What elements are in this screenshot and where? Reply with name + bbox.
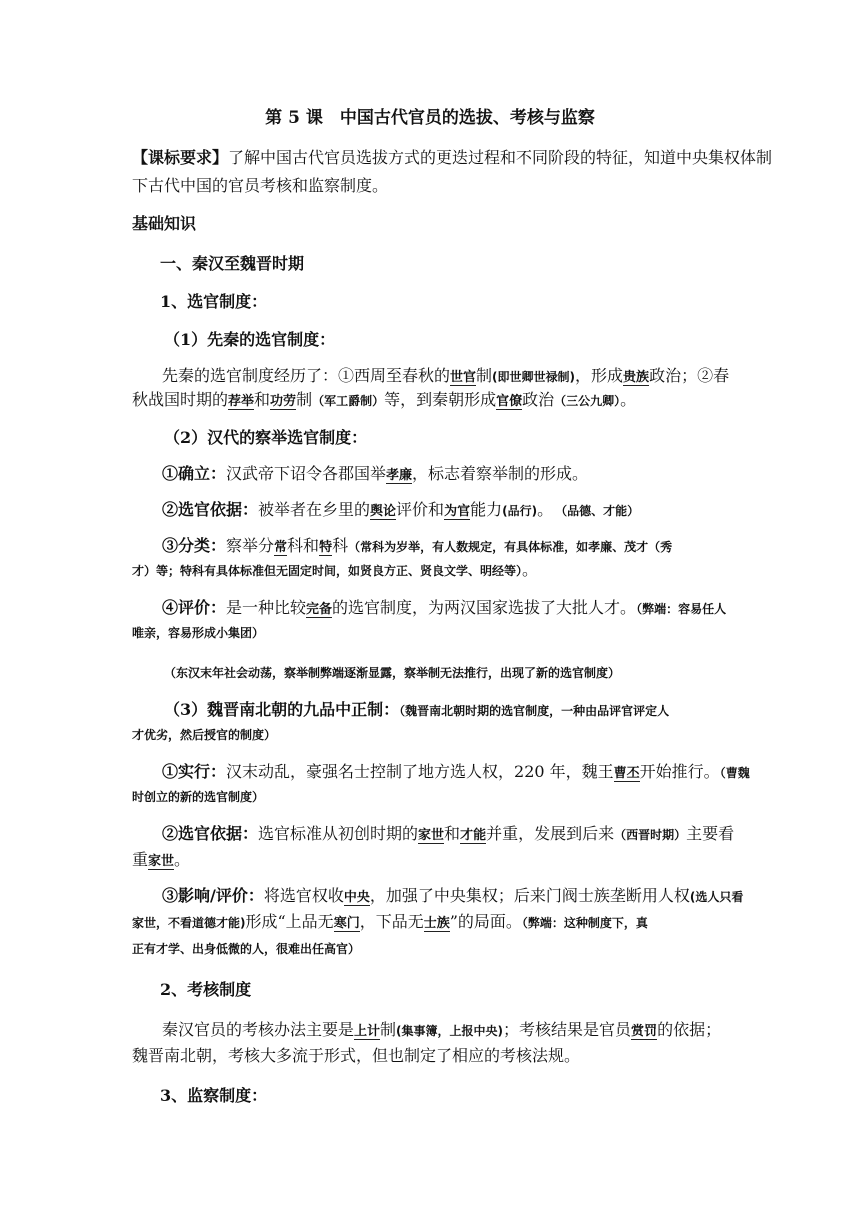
- underlined-answer: 家世: [418, 828, 445, 843]
- p7-line-1: [162, 762, 860, 784]
- underlined-answer: 上计: [354, 1024, 381, 1039]
- handwritten-note: （西晋时期）: [614, 828, 687, 842]
- text: 的选官制度，为两汉国家选拔了大批人才。: [332, 598, 637, 617]
- p8-line-2: [132, 850, 860, 872]
- underlined-answer: 中央: [343, 890, 370, 905]
- text: 。: [522, 560, 539, 579]
- text: 等，到秦朝形成: [384, 390, 497, 409]
- sub1-1-heading: （1）先秦的选官制度：: [164, 330, 336, 349]
- text: 政治；②春: [649, 366, 730, 385]
- text: ，下品无: [359, 912, 424, 931]
- handwritten-note: （军工爵制）: [312, 394, 385, 408]
- standard-line-2: 下古代中国的官员考核和监察制度。: [132, 176, 389, 195]
- text: 评价和: [396, 500, 445, 519]
- p9-line-1: [162, 886, 860, 908]
- handwritten-note: 才优劣，然后授官的制度）: [132, 728, 277, 742]
- sub1-3-line-1: [164, 700, 860, 721]
- underlined-answer: 世官: [450, 370, 477, 385]
- text: 和: [444, 824, 461, 843]
- underlined-answer: 士族: [423, 916, 450, 931]
- text: 和: [254, 390, 271, 409]
- text: 被举者在乡里的: [258, 500, 371, 519]
- underlined-answer: 舆论: [370, 504, 397, 519]
- p4-line-2: [132, 560, 860, 581]
- underlined-answer: 家世: [148, 854, 175, 869]
- underlined-answer: 才能: [460, 828, 487, 843]
- sub1-heading: 1、选官制度：: [160, 292, 268, 311]
- standard-text-1: 了解中国古代官员选拔方式的更迭过程和不同阶段的特征，知道中央集权体制: [228, 148, 773, 167]
- text: 科和: [287, 536, 320, 555]
- underlined-answer: 常: [274, 540, 288, 555]
- section-basic: 基础知识: [132, 214, 197, 233]
- p7-line-2: [132, 786, 860, 807]
- sub2-heading: 2、考核制度: [160, 980, 252, 999]
- standard-line-1: [132, 148, 860, 168]
- text: 能力: [470, 500, 503, 519]
- underlined-answer: 赏罚: [631, 1024, 658, 1039]
- p1-line-2: [132, 390, 860, 412]
- part1-heading: 一、秦汉至魏晋时期: [160, 254, 305, 273]
- label: ①确立：: [162, 464, 227, 483]
- text: 。: [537, 500, 554, 519]
- handwritten-note: （东汉末年社会动荡，察举制弊端逐渐显露，察举制无法推行，出现了新的选官制度）: [164, 666, 621, 680]
- underlined-answer: 孝廉: [386, 468, 413, 483]
- handwritten-note: 家世，不看道德才能): [132, 916, 246, 930]
- handwritten-note: (集事簿，上报中央): [396, 1024, 504, 1038]
- text: 主要看: [686, 824, 735, 843]
- p9-line-3: [132, 938, 860, 959]
- p10-line-1: [162, 1020, 860, 1042]
- lesson-title: 第 5 课 中国古代官员的选拔、考核与监察: [265, 108, 595, 128]
- text: 形成“上品无: [245, 912, 334, 931]
- text: 秋战国时期的: [132, 390, 229, 409]
- text: 科: [332, 536, 349, 555]
- p4-line-1: [162, 536, 860, 558]
- handwritten-note: (即世卿世禄制): [492, 370, 576, 384]
- underlined-answer: 完备: [306, 602, 333, 617]
- sub1-2-heading: （2）汉代的察举选官制度：: [164, 428, 368, 447]
- label: ④评价：: [162, 598, 227, 617]
- p3: [162, 500, 860, 522]
- handwritten-note: 才）等；特科有具体标准但无固定时间，如贤良方正、贤良文学、明经等）: [132, 564, 523, 578]
- handwritten-note: （魏晋南北朝时期的选官制度，一种由品评官评定人: [399, 704, 670, 718]
- text: 。: [620, 390, 637, 409]
- text: 。: [174, 850, 191, 869]
- underlined-answer: 寒门: [333, 916, 360, 931]
- handwritten-note: （弊端：这种制度下，真: [521, 916, 648, 930]
- text: 是一种比较: [226, 598, 307, 617]
- sub1-3-heading: （3）魏晋南北朝的九品中正制：: [164, 700, 400, 719]
- text: 选官标准从初创时期的: [258, 824, 419, 843]
- underlined-answer: 特: [319, 540, 333, 555]
- text: 制: [296, 390, 313, 409]
- text: 汉末动乱，豪强名士控制了地方选人权，220 年，魏王: [226, 762, 614, 781]
- sub3-heading: 3、监察制度：: [160, 1086, 268, 1105]
- text: ；考核结果是官员: [503, 1020, 632, 1039]
- text: 秦汉官员的考核办法主要是: [162, 1020, 355, 1039]
- label: ③分类：: [162, 536, 227, 555]
- label: ②选官依据：: [162, 824, 259, 843]
- p2: [162, 464, 860, 486]
- underlined-answer: 曹丕: [613, 766, 640, 781]
- label: ②选官依据：: [162, 500, 259, 519]
- handwritten-note: （曹魏: [719, 766, 750, 780]
- text: 的依据；: [657, 1020, 722, 1039]
- underlined-answer: 荐举: [228, 394, 255, 409]
- handwritten-note: （品德、才能）: [561, 504, 640, 518]
- text: 政治: [522, 390, 555, 409]
- text: 汉武帝下诏令各郡国举: [226, 464, 387, 483]
- p5-line-2: [132, 622, 860, 643]
- p5-line-1: [162, 598, 860, 620]
- text: 制: [380, 1020, 397, 1039]
- handwritten-note: 正有才学、出身低微的人，很难出任高官）: [132, 942, 361, 956]
- handwritten-note: 时创立的新的选官制度）: [132, 790, 265, 804]
- handwritten-note: 唯亲，容易形成小集团）: [132, 626, 265, 640]
- underlined-answer: 贵族: [623, 370, 650, 385]
- label: ③影响/评价：: [162, 886, 264, 905]
- underlined-answer: 为官: [444, 504, 471, 519]
- sub1-3-line-2: [132, 724, 860, 745]
- text: ，加强了中央集权；后来门阀士族垄断用人权: [369, 886, 690, 905]
- text: 先秦的选官制度经历了：①西周至春秋的: [162, 366, 451, 385]
- underlined-answer: 官僚: [496, 394, 523, 409]
- handwritten-note: (品行): [502, 504, 538, 518]
- p10-line-2: 魏晋南北朝，考核大多流于形式，但也制定了相应的考核法规。: [132, 1046, 581, 1065]
- text: 将选官权收: [263, 886, 344, 905]
- text: ，标志着察举制的形成。: [412, 464, 589, 483]
- text: 察举分: [226, 536, 275, 555]
- standard-tag: 【课标要求】: [132, 148, 229, 167]
- p8-line-1: [162, 824, 860, 846]
- handwritten-note: (选人只看: [689, 890, 744, 904]
- handwritten-note: （弊端：容易任人: [636, 602, 727, 616]
- p1-line-1: [162, 366, 860, 388]
- underlined-answer: 功劳: [270, 394, 297, 409]
- p9-line-2: [132, 912, 860, 934]
- text: 制: [476, 366, 493, 385]
- p6-note: [164, 662, 860, 683]
- handwritten-note: （常科为岁举，有人数规定，有具体标准，如孝廉、茂才（秀: [348, 540, 673, 554]
- text: 并重，发展到后来: [486, 824, 615, 843]
- label: ①实行：: [162, 762, 227, 781]
- text: 重: [132, 850, 149, 869]
- text: 开始推行。: [639, 762, 720, 781]
- handwritten-note: （三公九卿）: [554, 394, 621, 408]
- text: ”的局面。: [449, 912, 522, 931]
- text: ，形成: [575, 366, 624, 385]
